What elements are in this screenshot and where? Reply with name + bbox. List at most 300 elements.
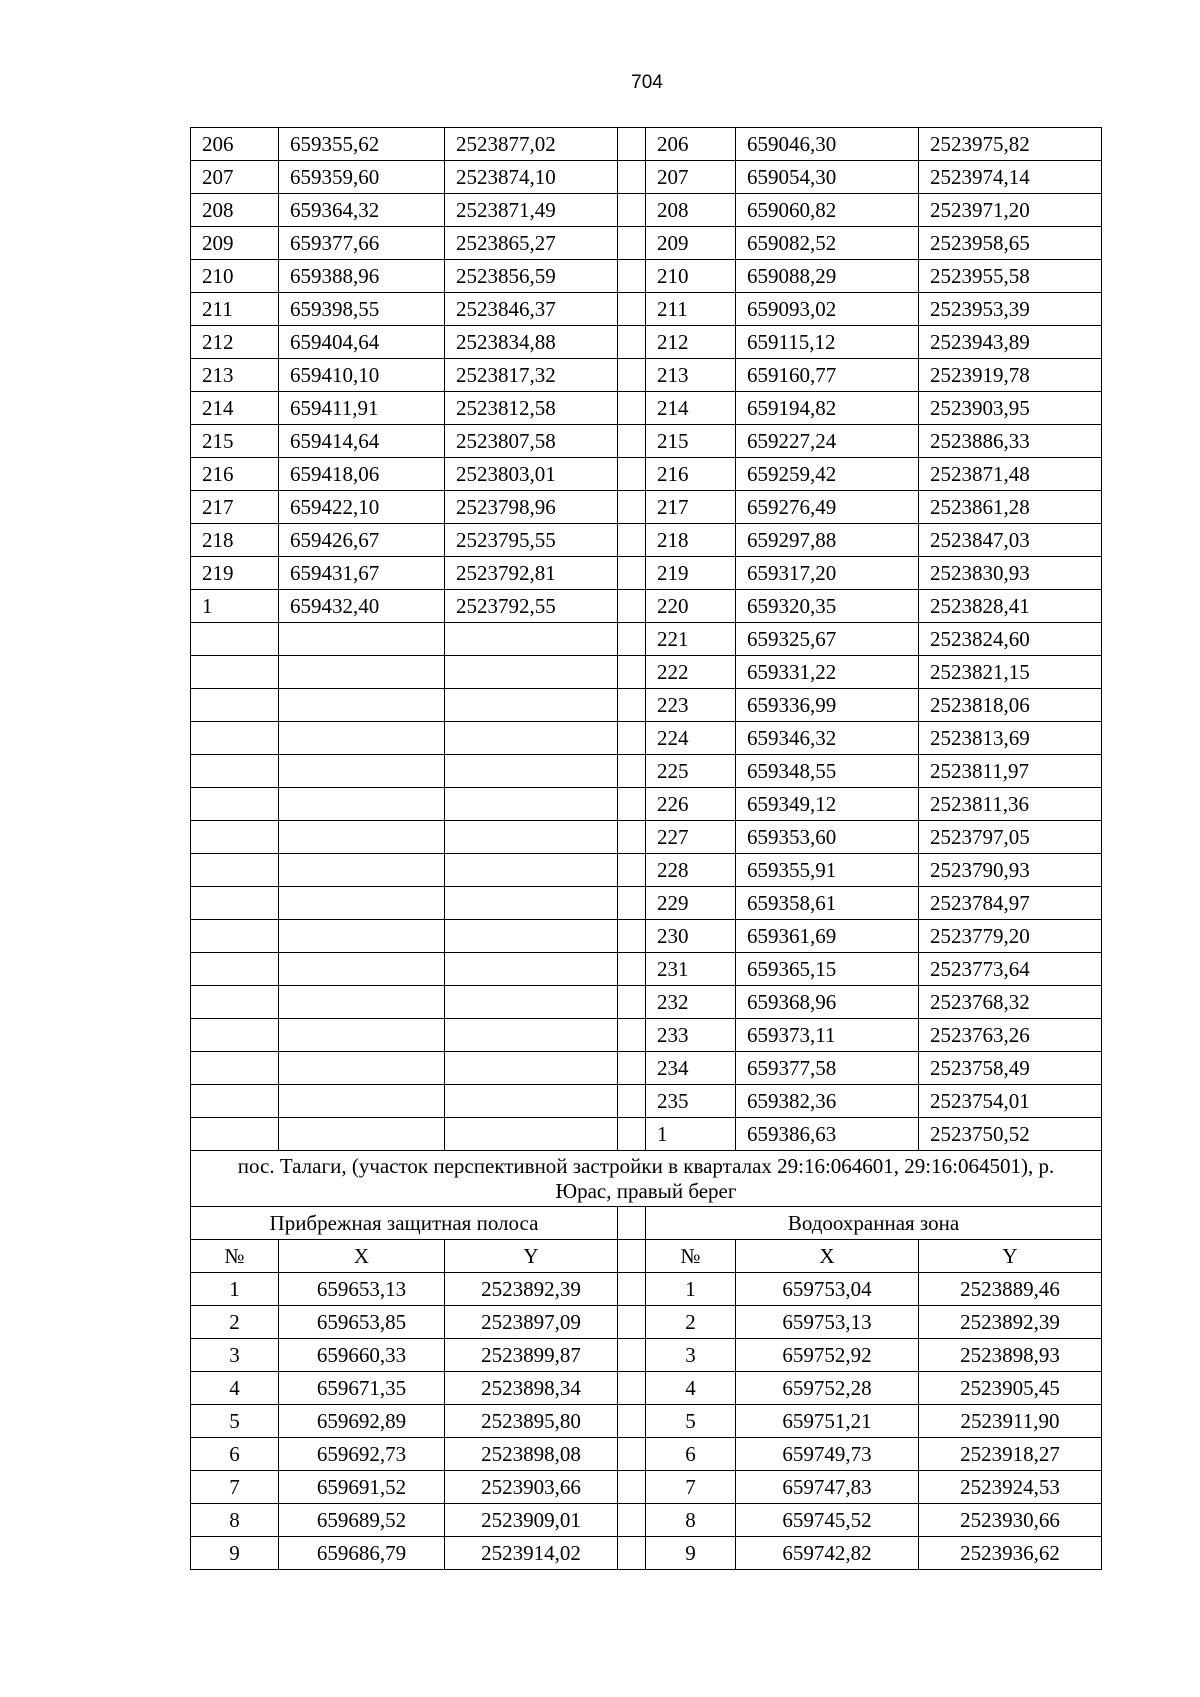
table-cell: 2523899,87 (445, 1339, 618, 1372)
spacer-cell (618, 326, 646, 359)
table-cell: 210 (646, 260, 736, 293)
col-header-num-left: № (191, 1240, 279, 1273)
table-cell: 659355,91 (736, 854, 919, 887)
table-cell: 2523943,89 (919, 326, 1102, 359)
table-cell: 2523909,01 (445, 1504, 618, 1537)
table-cell: 2523861,28 (919, 491, 1102, 524)
table-cell (191, 623, 279, 656)
table-cell: 659404,64 (279, 326, 445, 359)
table-cell: 2523930,66 (919, 1504, 1102, 1537)
table-row (191, 1339, 1102, 1372)
table-cell: 659414,64 (279, 425, 445, 458)
spacer-cell (618, 1273, 646, 1306)
table-row (191, 1471, 1102, 1504)
table-cell: 659749,73 (736, 1438, 919, 1471)
table-cell: 2523975,82 (919, 128, 1102, 161)
table-cell: 659753,04 (736, 1273, 919, 1306)
spacer-cell (618, 821, 646, 854)
table-cell: 659358,61 (736, 887, 919, 920)
water-protection-zone-header: Водоохранная зона (646, 1207, 1102, 1240)
table-cell: 2523803,01 (445, 458, 618, 491)
spacer-cell (618, 1471, 646, 1504)
table-cell: 2 (646, 1306, 736, 1339)
table-cell: 659689,52 (279, 1504, 445, 1537)
table-cell: 2523974,14 (919, 161, 1102, 194)
table-cell: 210 (191, 260, 279, 293)
spacer-cell (618, 887, 646, 920)
table-cell: 659160,77 (736, 359, 919, 392)
table-cell (279, 920, 445, 953)
table-row (191, 194, 1102, 227)
table-row (191, 656, 1102, 689)
table-cell: 233 (646, 1019, 736, 1052)
table-row (191, 722, 1102, 755)
table-cell: 659364,32 (279, 194, 445, 227)
table-row (191, 1438, 1102, 1471)
table-cell (445, 722, 618, 755)
table-cell (191, 788, 279, 821)
table-cell (445, 656, 618, 689)
table-cell: 213 (646, 359, 736, 392)
table-row (191, 887, 1102, 920)
table-cell (279, 887, 445, 920)
table-cell: 2523953,39 (919, 293, 1102, 326)
table-cell: 659082,52 (736, 227, 919, 260)
table-cell: 2523758,49 (919, 1052, 1102, 1085)
table-cell: 219 (191, 557, 279, 590)
table-cell (279, 755, 445, 788)
table-cell (445, 854, 618, 887)
table-cell: 2523918,27 (919, 1438, 1102, 1471)
table-cell: 9 (646, 1537, 736, 1570)
table-cell: 2523834,88 (445, 326, 618, 359)
table-cell: 2523790,93 (919, 854, 1102, 887)
table-cell: 2523813,69 (919, 722, 1102, 755)
table-cell: 659411,91 (279, 392, 445, 425)
spacer-cell (618, 227, 646, 260)
table-cell: 659355,62 (279, 128, 445, 161)
table-cell: 1 (646, 1118, 736, 1151)
table-row (191, 854, 1102, 887)
spacer-cell (618, 755, 646, 788)
spacer-cell (618, 161, 646, 194)
table-cell: 659259,42 (736, 458, 919, 491)
table-cell: 6 (191, 1438, 279, 1471)
table-cell: 206 (646, 128, 736, 161)
table-row (191, 1405, 1102, 1438)
table-row (191, 128, 1102, 161)
spacer-cell (618, 1085, 646, 1118)
bottom-rows (191, 1273, 1102, 1570)
table-cell: 3 (191, 1339, 279, 1372)
table-cell: 659431,67 (279, 557, 445, 590)
table-cell: 7 (646, 1471, 736, 1504)
top-rows (191, 128, 1102, 1151)
table-cell (445, 1019, 618, 1052)
table-cell: 659653,13 (279, 1273, 445, 1306)
spacer-cell (618, 590, 646, 623)
table-cell: 659046,30 (736, 128, 919, 161)
table-cell: 2523763,26 (919, 1019, 1102, 1052)
table-cell: 2523830,93 (919, 557, 1102, 590)
coordinates-table (190, 127, 1102, 1570)
table-cell: 659377,66 (279, 227, 445, 260)
table-row (191, 953, 1102, 986)
table-cell (279, 1052, 445, 1085)
table-row (191, 689, 1102, 722)
table-cell: 2523892,39 (919, 1306, 1102, 1339)
table-row (191, 260, 1102, 293)
table-cell: 659349,12 (736, 788, 919, 821)
spacer-cell (618, 1306, 646, 1339)
spacer-cell (618, 854, 646, 887)
table-cell: 8 (646, 1504, 736, 1537)
table-cell: 659336,99 (736, 689, 919, 722)
table-cell (279, 788, 445, 821)
table-cell: 659422,10 (279, 491, 445, 524)
table-cell: 2523889,46 (919, 1273, 1102, 1306)
col-header-x-left: X (279, 1240, 445, 1273)
table-cell (445, 1118, 618, 1151)
table-cell: 659745,52 (736, 1504, 919, 1537)
spacer-cell (618, 293, 646, 326)
table-cell: 2523871,48 (919, 458, 1102, 491)
column-header-row (191, 1240, 1102, 1273)
table-cell: 2523919,78 (919, 359, 1102, 392)
col-header-y-left: Y (445, 1240, 618, 1273)
table-cell (191, 722, 279, 755)
table-cell: 659325,67 (736, 623, 919, 656)
section-title: пос. Талаги, (участок перспективной застройки в кварталах 29:16:064601, 29:16:064501), р. Юрас, правый берег (191, 1151, 1102, 1207)
table-row (191, 293, 1102, 326)
table-cell: 659317,20 (736, 557, 919, 590)
table-cell: 2523865,27 (445, 227, 618, 260)
section-title-row (191, 1151, 1102, 1207)
table-cell: 220 (646, 590, 736, 623)
table-cell: 2523817,32 (445, 359, 618, 392)
table-cell: 2523874,10 (445, 161, 618, 194)
table-cell: 659410,10 (279, 359, 445, 392)
table-cell (191, 656, 279, 689)
table-cell: 659093,02 (736, 293, 919, 326)
table-cell (279, 854, 445, 887)
spacer-cell (618, 623, 646, 656)
table-row (191, 1504, 1102, 1537)
spacer-cell (618, 425, 646, 458)
table-cell: 227 (646, 821, 736, 854)
col-header-y-right: Y (919, 1240, 1102, 1273)
table-cell (445, 953, 618, 986)
table-row (191, 557, 1102, 590)
table-cell: 659377,58 (736, 1052, 919, 1085)
table-cell: 2523811,97 (919, 755, 1102, 788)
table-cell: 659346,32 (736, 722, 919, 755)
table-cell: 5 (191, 1405, 279, 1438)
table-cell: 2 (191, 1306, 279, 1339)
table-cell: 2523895,80 (445, 1405, 618, 1438)
table-cell: 5 (646, 1405, 736, 1438)
table-cell: 226 (646, 788, 736, 821)
table-cell: 2523898,93 (919, 1339, 1102, 1372)
table-cell: 2523784,97 (919, 887, 1102, 920)
spacer-cell (618, 953, 646, 986)
table-cell: 659742,82 (736, 1537, 919, 1570)
spacer-cell (618, 359, 646, 392)
table-cell: 212 (646, 326, 736, 359)
table-cell: 218 (646, 524, 736, 557)
table-cell: 659361,69 (736, 920, 919, 953)
table-row (191, 392, 1102, 425)
table-row (191, 590, 1102, 623)
table-cell: 1 (191, 1273, 279, 1306)
table-cell: 2523824,60 (919, 623, 1102, 656)
table-cell: 2523898,34 (445, 1372, 618, 1405)
table-cell: 4 (646, 1372, 736, 1405)
table-cell: 2523871,49 (445, 194, 618, 227)
table-cell: 217 (646, 491, 736, 524)
table-cell: 2523886,33 (919, 425, 1102, 458)
table-cell: 659359,60 (279, 161, 445, 194)
section-header (191, 1151, 1102, 1273)
table-cell: 659752,92 (736, 1339, 919, 1372)
table-cell: 2523797,05 (919, 821, 1102, 854)
spacer-cell (618, 1438, 646, 1471)
table-cell: 659692,73 (279, 1438, 445, 1471)
table-row (191, 1537, 1102, 1570)
table-cell (279, 656, 445, 689)
table-cell: 659751,21 (736, 1405, 919, 1438)
table-cell: 659115,12 (736, 326, 919, 359)
table-cell (191, 755, 279, 788)
table-cell: 221 (646, 623, 736, 656)
table-row (191, 491, 1102, 524)
table-cell (445, 1085, 618, 1118)
table-cell: 215 (646, 425, 736, 458)
table-cell: 1 (646, 1273, 736, 1306)
table-cell: 659692,89 (279, 1405, 445, 1438)
table-cell: 225 (646, 755, 736, 788)
table-cell (191, 1085, 279, 1118)
table-row (191, 359, 1102, 392)
table-cell: 2523905,45 (919, 1372, 1102, 1405)
table-cell: 659331,22 (736, 656, 919, 689)
table-row (191, 1306, 1102, 1339)
table-cell: 209 (191, 227, 279, 260)
table-cell: 206 (191, 128, 279, 161)
table-cell: 2523821,15 (919, 656, 1102, 689)
table-row (191, 1372, 1102, 1405)
table-cell: 2523812,58 (445, 392, 618, 425)
table-cell: 659671,35 (279, 1372, 445, 1405)
table-cell: 2523958,65 (919, 227, 1102, 260)
table-cell: 230 (646, 920, 736, 953)
table-cell (445, 689, 618, 722)
table-cell: 659388,96 (279, 260, 445, 293)
table-cell: 209 (646, 227, 736, 260)
table-cell: 1 (191, 590, 279, 623)
table-cell: 659386,63 (736, 1118, 919, 1151)
table-cell: 2523818,06 (919, 689, 1102, 722)
table-cell: 659691,52 (279, 1471, 445, 1504)
table-cell (279, 1085, 445, 1118)
table-cell: 229 (646, 887, 736, 920)
table-cell: 2523877,02 (445, 128, 618, 161)
table-cell: 659227,24 (736, 425, 919, 458)
spacer-cell (618, 1019, 646, 1052)
table-cell: 659747,83 (736, 1471, 919, 1504)
spacer-cell (618, 1504, 646, 1537)
table-cell (279, 953, 445, 986)
table-cell: 228 (646, 854, 736, 887)
table-cell: 659276,49 (736, 491, 919, 524)
table-cell: 207 (646, 161, 736, 194)
table-cell (445, 887, 618, 920)
table-cell (445, 986, 618, 1019)
table-cell: 2523903,95 (919, 392, 1102, 425)
table-cell (191, 1019, 279, 1052)
table-cell: 659348,55 (736, 755, 919, 788)
coastal-strip-header: Прибрежная защитная полоса (191, 1207, 618, 1240)
spacer-cell (618, 689, 646, 722)
table-cell: 8 (191, 1504, 279, 1537)
table-row (191, 821, 1102, 854)
table-cell: 2523971,20 (919, 194, 1102, 227)
table-cell: 2523750,52 (919, 1118, 1102, 1151)
table-row (191, 755, 1102, 788)
spacer-cell (618, 557, 646, 590)
table-row (191, 458, 1102, 491)
spacer-cell (618, 722, 646, 755)
table-cell: 2523768,32 (919, 986, 1102, 1019)
table-cell (445, 623, 618, 656)
table-cell (191, 1052, 279, 1085)
table-cell: 7 (191, 1471, 279, 1504)
table-cell: 2523892,39 (445, 1273, 618, 1306)
table-cell (279, 623, 445, 656)
table-cell: 223 (646, 689, 736, 722)
spacer-cell (618, 1537, 646, 1570)
page-number: 704 (631, 72, 663, 93)
table-cell: 2523828,41 (919, 590, 1102, 623)
table-cell: 659753,13 (736, 1306, 919, 1339)
table-row (191, 425, 1102, 458)
table-cell: 2523936,62 (919, 1537, 1102, 1570)
table-cell: 2523898,08 (445, 1438, 618, 1471)
table-cell: 2523846,37 (445, 293, 618, 326)
table-cell: 659686,79 (279, 1537, 445, 1570)
table-cell: 207 (191, 161, 279, 194)
col-header-num-right: № (646, 1240, 736, 1273)
table-cell (191, 953, 279, 986)
table-cell (191, 689, 279, 722)
table-row (191, 1085, 1102, 1118)
table-cell: 659398,55 (279, 293, 445, 326)
table-cell: 212 (191, 326, 279, 359)
table-cell: 2523856,59 (445, 260, 618, 293)
table-cell: 224 (646, 722, 736, 755)
table-cell (279, 1118, 445, 1151)
table-cell: 659432,40 (279, 590, 445, 623)
spacer-cell (618, 656, 646, 689)
table-cell: 214 (191, 392, 279, 425)
table-cell: 659752,28 (736, 1372, 919, 1405)
table-cell (445, 1052, 618, 1085)
table-cell: 216 (646, 458, 736, 491)
table-row (191, 1118, 1102, 1151)
spacer-cell (618, 491, 646, 524)
table-cell: 217 (191, 491, 279, 524)
table-cell: 2523795,55 (445, 524, 618, 557)
table-cell (445, 755, 618, 788)
table-cell: 2523792,55 (445, 590, 618, 623)
table-cell: 2523914,02 (445, 1537, 618, 1570)
table-cell: 2523811,36 (919, 788, 1102, 821)
table-cell: 4 (191, 1372, 279, 1405)
zone-header-row (191, 1207, 1102, 1240)
table-cell: 2523807,58 (445, 425, 618, 458)
table-cell (191, 920, 279, 953)
table-cell: 232 (646, 986, 736, 1019)
table-cell: 659054,30 (736, 161, 919, 194)
spacer-cell (618, 524, 646, 557)
table-cell: 659088,29 (736, 260, 919, 293)
table-cell: 2523955,58 (919, 260, 1102, 293)
table-cell (445, 821, 618, 854)
table-cell (445, 920, 618, 953)
table-row (191, 788, 1102, 821)
table-cell: 231 (646, 953, 736, 986)
table-cell: 659368,96 (736, 986, 919, 1019)
spacer-cell (618, 1118, 646, 1151)
table-row (191, 326, 1102, 359)
table-cell: 208 (646, 194, 736, 227)
spacer-cell (618, 128, 646, 161)
table-cell: 2523779,20 (919, 920, 1102, 953)
table-cell: 219 (646, 557, 736, 590)
table-cell (279, 986, 445, 1019)
table-cell: 659418,06 (279, 458, 445, 491)
table-cell: 2523754,01 (919, 1085, 1102, 1118)
spacer-cell (618, 1339, 646, 1372)
table-row (191, 623, 1102, 656)
table-row (191, 920, 1102, 953)
table-row (191, 986, 1102, 1019)
table-cell (279, 722, 445, 755)
table-cell: 213 (191, 359, 279, 392)
table-cell (191, 887, 279, 920)
spacer-cell (618, 260, 646, 293)
table-cell: 215 (191, 425, 279, 458)
table-cell (191, 854, 279, 887)
table-cell: 214 (646, 392, 736, 425)
table-cell: 659320,35 (736, 590, 919, 623)
table-cell: 2523903,66 (445, 1471, 618, 1504)
table-cell (191, 1118, 279, 1151)
table-cell: 235 (646, 1085, 736, 1118)
table-cell: 211 (646, 293, 736, 326)
spacer-cell (618, 1405, 646, 1438)
table-cell: 3 (646, 1339, 736, 1372)
table-cell (191, 986, 279, 1019)
spacer-cell (618, 458, 646, 491)
spacer-cell (618, 788, 646, 821)
spacer-cell (618, 920, 646, 953)
table-cell: 659660,33 (279, 1339, 445, 1372)
table-row (191, 524, 1102, 557)
table-cell: 9 (191, 1537, 279, 1570)
table-cell: 659426,67 (279, 524, 445, 557)
table-cell: 2523897,09 (445, 1306, 618, 1339)
